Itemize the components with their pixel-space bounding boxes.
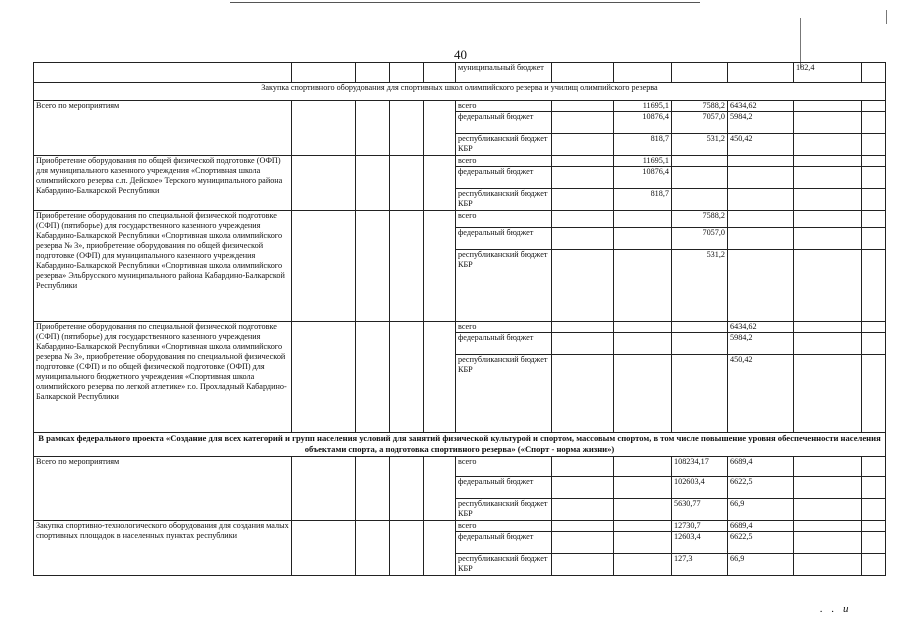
section-title: В рамках федерального проекта «Создание для всех категорий и групп населения условий для занятий физической культурой и спортом, массовым спортом, в том числе повышение уровня обеспеченности населения объектами спорта, а подготовка спортивного резерва» («Спорт - норма жизни»)	[34, 433, 886, 457]
value-cell	[672, 322, 728, 333]
measure-name: Всего по мероприятиям	[34, 101, 292, 156]
section-header	[34, 83, 886, 101]
scan-line-top	[230, 2, 700, 3]
value-cell	[614, 477, 672, 499]
value-cell	[672, 355, 728, 433]
value-cell	[728, 228, 794, 250]
budget-table	[33, 62, 886, 576]
measure-name: Приобретение оборудования по специальной физической подготовке (СФП) (пятиборье) для государственного казенного учреждения Кабардино-Балкарской Республики «Спортивная школа олимпийского резерва № 3», приобретение оборудования по специальной физической подготовке (СФП) и по общей физической подготовке (ОФП) для муниципального бюджетного учреждения «Спортивная школа олимпийского резерва по легкой атлетике» г.о. Прохладный Кабардино-Балкарской Республики	[34, 322, 292, 433]
table-row	[34, 156, 886, 167]
value-cell: 108234,17	[672, 457, 728, 477]
value-cell	[614, 355, 672, 433]
budget-label: муниципальный бюджет	[456, 63, 552, 83]
measure-name: Всего по мероприятиям	[34, 457, 292, 521]
table-row	[34, 521, 886, 532]
value-cell: 12603,4	[672, 532, 728, 554]
budget-label: республиканский бюджет КБР	[456, 134, 552, 156]
value-cell: 6434,62	[728, 101, 794, 112]
value-cell	[614, 250, 672, 322]
value-cell: 66,9	[728, 499, 794, 521]
value-cell: 11695,1	[614, 101, 672, 112]
value-cell	[672, 189, 728, 211]
value-cell: 531,2	[672, 134, 728, 156]
table-row	[34, 63, 886, 83]
value-cell: 6622,5	[728, 477, 794, 499]
budget-label: всего	[456, 457, 552, 477]
value-cell: 127,3	[672, 554, 728, 576]
value-cell	[672, 333, 728, 355]
value-cell: 5984,2	[728, 333, 794, 355]
budget-label: республиканский бюджет КБР	[456, 499, 552, 521]
budget-label: всего	[456, 211, 552, 228]
value-cell	[614, 333, 672, 355]
value-cell	[614, 457, 672, 477]
value-cell: 66,9	[728, 554, 794, 576]
budget-label: республиканский бюджет КБР	[456, 189, 552, 211]
value-cell	[728, 211, 794, 228]
value-cell	[614, 554, 672, 576]
scan-mark-right-2	[886, 10, 887, 24]
budget-label: республиканский бюджет КБР	[456, 554, 552, 576]
value-cell: 7057,0	[672, 112, 728, 134]
value-cell	[614, 532, 672, 554]
footer-marks: . . и	[820, 603, 852, 615]
value-cell: 818,7	[614, 189, 672, 211]
value-cell	[672, 167, 728, 189]
value-cell	[614, 211, 672, 228]
budget-label: федеральный бюджет	[456, 532, 552, 554]
value-cell: 7588,2	[672, 211, 728, 228]
value-cell	[728, 250, 794, 322]
page-number: 40	[454, 47, 467, 62]
budget-label: федеральный бюджет	[456, 112, 552, 134]
value-cell: 10876,4	[614, 167, 672, 189]
value-cell: 7057,0	[672, 228, 728, 250]
value-cell	[614, 521, 672, 532]
measure-name: Закупка спортивно-технологического оборудования для создания малых спортивных площадок в населенных пунктах республики	[34, 521, 292, 576]
value-cell	[614, 499, 672, 521]
budget-label: всего	[456, 521, 552, 532]
value-cell: 12730,7	[672, 521, 728, 532]
value-cell	[728, 156, 794, 167]
budget-label: всего	[456, 156, 552, 167]
value-cell	[728, 189, 794, 211]
table-row	[34, 322, 886, 333]
budget-label: федеральный бюджет	[456, 333, 552, 355]
value-cell: 531,2	[672, 250, 728, 322]
value-cell: 7588,2	[672, 101, 728, 112]
value-cell: 10876,4	[614, 112, 672, 134]
scan-mark-right	[800, 18, 801, 68]
budget-label: федеральный бюджет	[456, 228, 552, 250]
section-title: Закупка спортивного оборудования для спортивных школ олимпийского резерва и училищ олимпийского резерва	[34, 83, 886, 101]
budget-label: федеральный бюджет	[456, 477, 552, 499]
value-cell: 6689,4	[728, 521, 794, 532]
value-cell	[672, 156, 728, 167]
value-cell: 6434,62	[728, 322, 794, 333]
budget-label: республиканский бюджет КБР	[456, 250, 552, 322]
value-cell: 818,7	[614, 134, 672, 156]
value-cell: 450,42	[728, 134, 794, 156]
budget-label: всего	[456, 101, 552, 112]
budget-label: федеральный бюджет	[456, 167, 552, 189]
table-row	[34, 101, 886, 112]
budget-label: всего	[456, 322, 552, 333]
measure-name: Приобретение оборудования по общей физической подготовке (ОФП) для муниципального казенного учреждения «Спортивная школа олимпийского резерва с.п. Дейское» Терского муниципального района Кабардино-Балкарской Республики	[34, 156, 292, 211]
value-cell	[614, 322, 672, 333]
value-cell: 5630,77	[672, 499, 728, 521]
value-cell: 6622,5	[728, 532, 794, 554]
value-cell	[614, 228, 672, 250]
value-cell	[728, 167, 794, 189]
section-header	[34, 433, 886, 457]
value-cell: 5984,2	[728, 112, 794, 134]
budget-label: республиканский бюджет КБР	[456, 355, 552, 433]
table-row	[34, 457, 886, 477]
measure-name: Приобретение оборудования по специальной физической подготовке (СФП) (пятиборье) для государственного казенного учреждения Кабардино-Балкарской Республики «Спортивная школа олимпийского резерва № 3», приобретение оборудования по общей физической подготовке (ОФП) для муниципального казенного учреждения Кабардино-Балкарской Республики «Спортивная школа олимпийского резерва» Эльбрусского муниципального района Кабардино-Балкарской Республики	[34, 211, 292, 322]
value-cell: 102603,4	[672, 477, 728, 499]
table-row	[34, 211, 886, 228]
value-cell: 6689,4	[728, 457, 794, 477]
value-cell: 11695,1	[614, 156, 672, 167]
value-cell: 182,4	[794, 63, 862, 83]
value-cell: 450,42	[728, 355, 794, 433]
